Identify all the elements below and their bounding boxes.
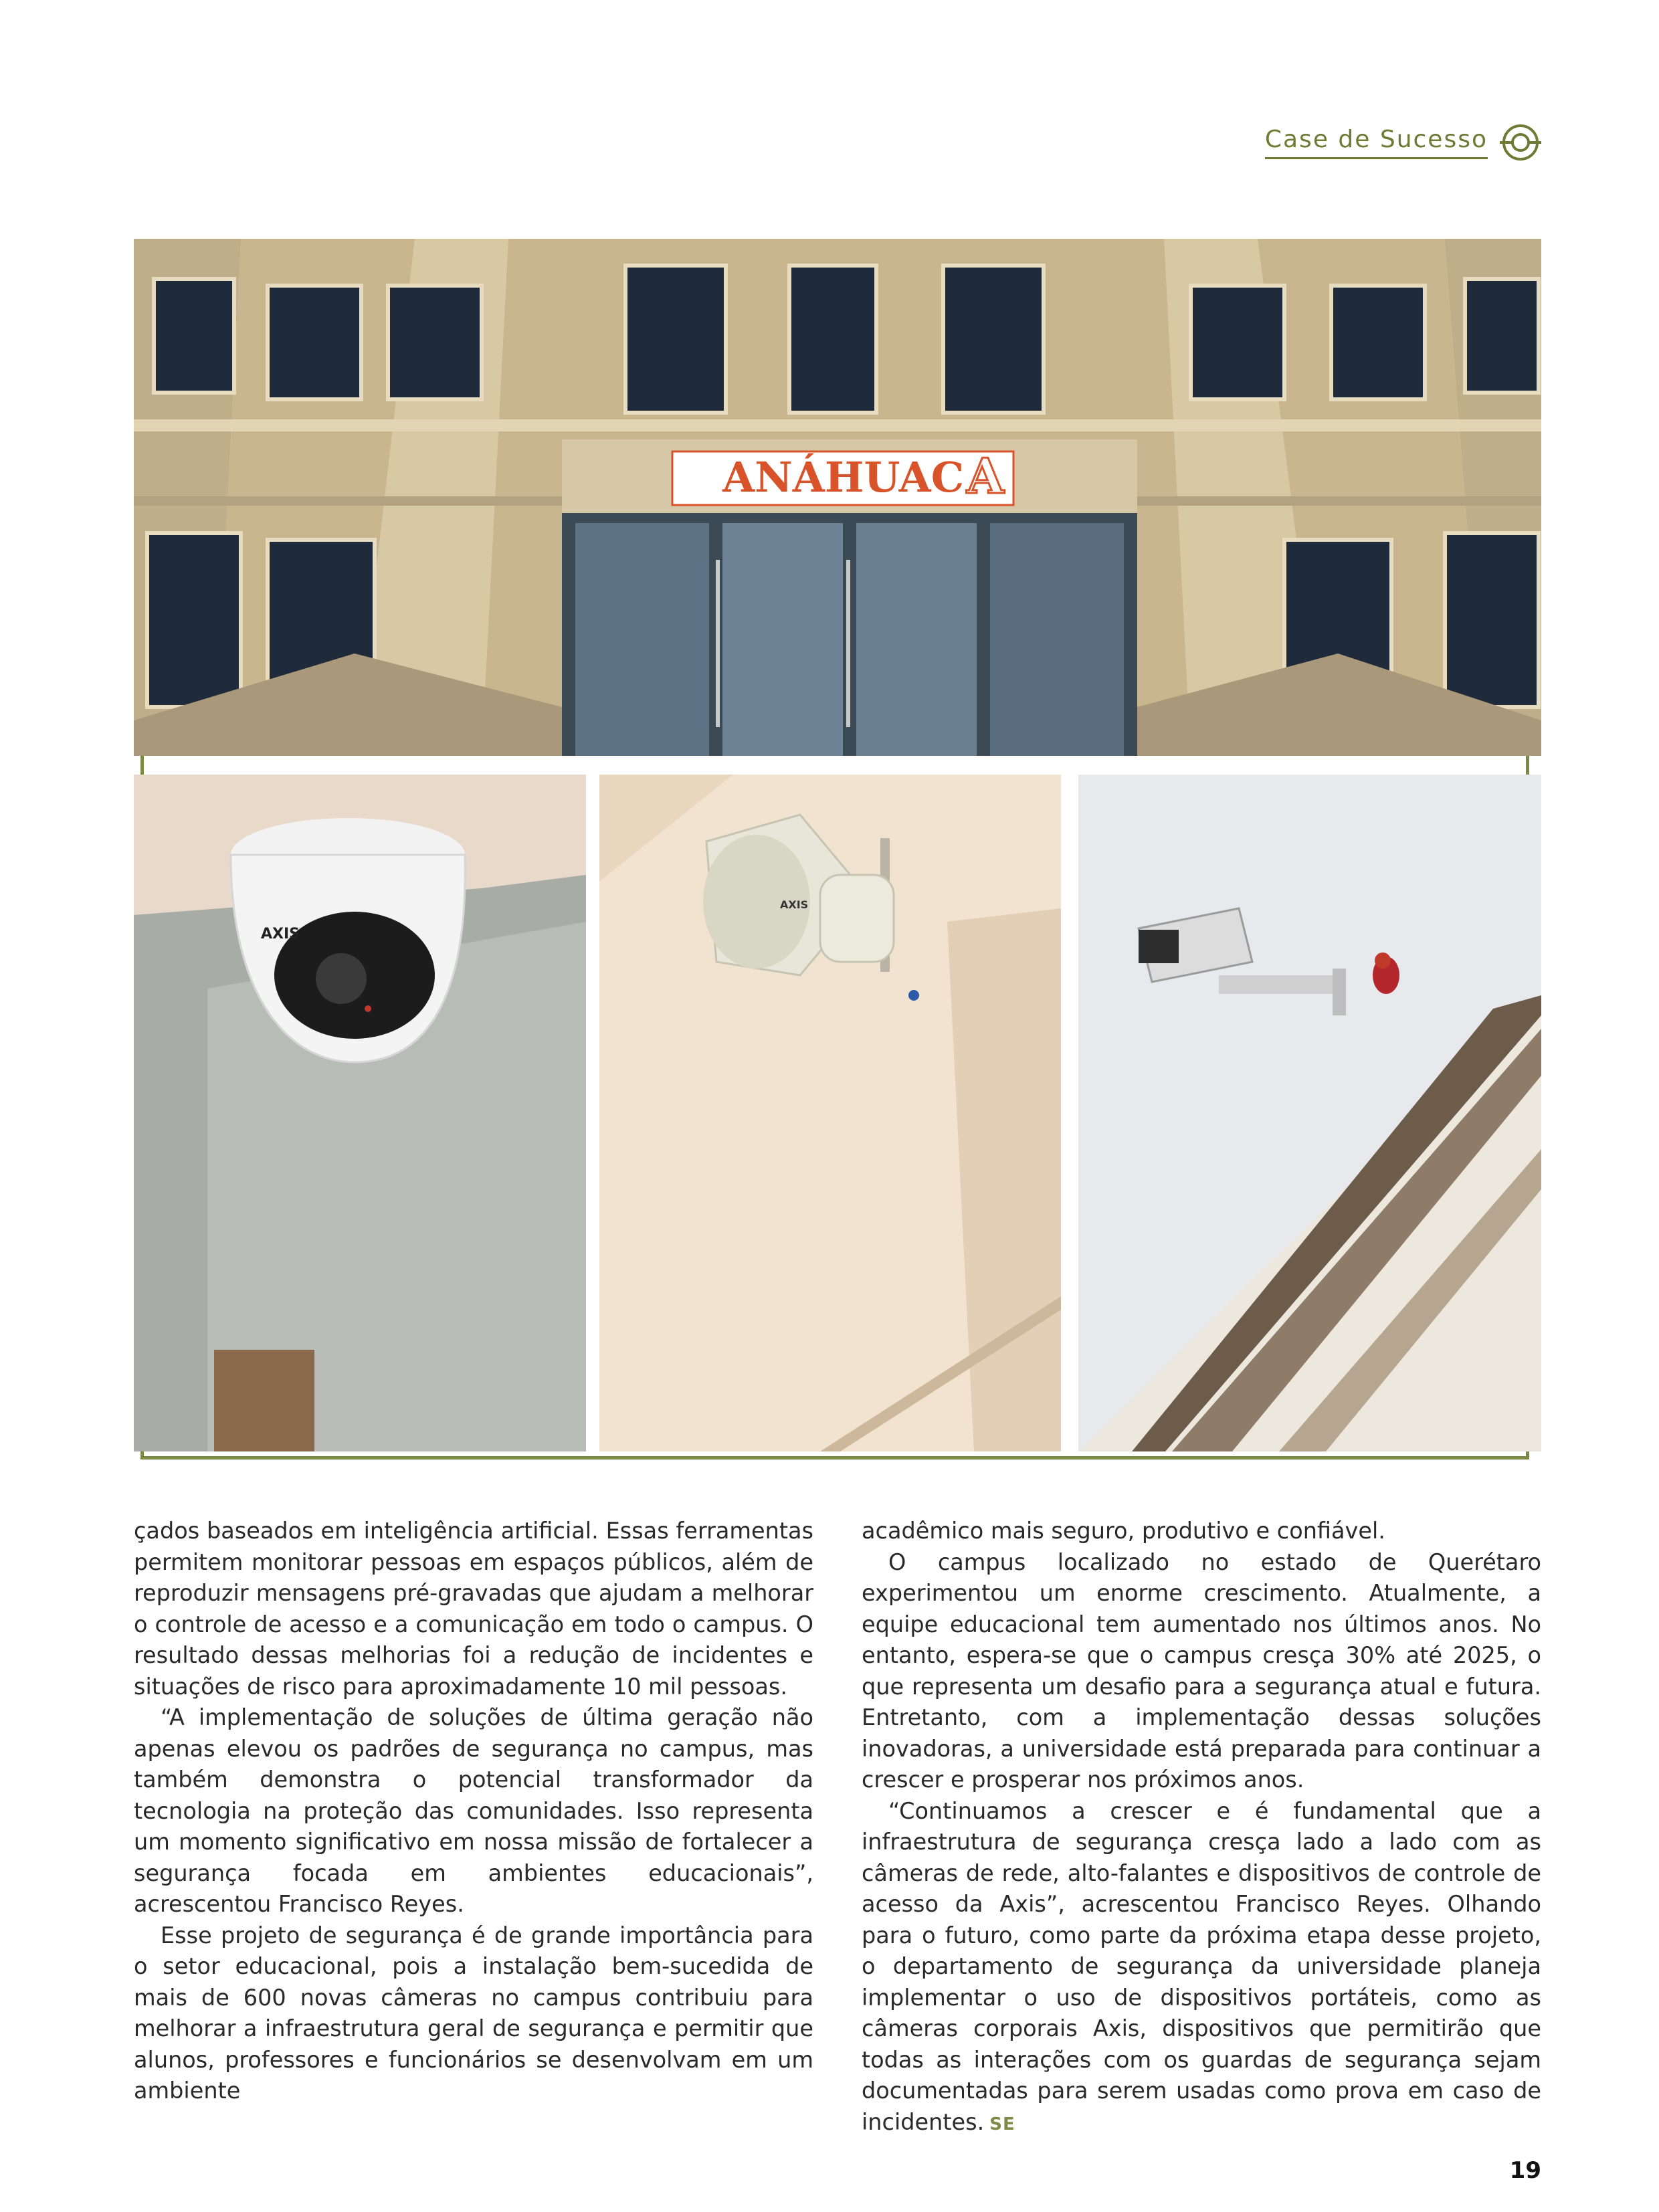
paragraph: “A implementação de soluções de última geração não apenas elevou os padrões de segurança no campus, mas também demonstra o potencial transformador da tecnologia na proteção das comunidades. Isso representa um momento significativo em nossa missão de fortalecer a segurança focada em ambientes educacionais”, acrescentou Francisco Reyes. xyxy=(134,1704,813,1917)
paragraph: O campus localizado no estado de Querétaro experimentou um enorme crescimento. Atualmente, a equipe educacional tem aumentado nos últimos anos. No entanto, espera-se que o campus cresça 30% até 2025, o que representa um desafio para a segurança atual e futura. Entretanto, com a implementação dessas soluções inovadoras, a universidade está preparada para continuar a crescer e prosperar nos próximos anos. xyxy=(862,1548,1541,1793)
paragraph-text: “Continuamos a crescer e é fundamental que a infraestrutura de segurança cresça lado a lado com as câmeras de rede, alto-falantes e dispositivos de controle de acesso da Axis”, acrescentou Francisco Reyes. Olhando para o futuro, como parte da próxima etapa desse projeto, o departamento de segurança da universidade planeja implementar o uso de dispositivos portáteis, como as câmeras corporais Axis, dispositivos que permitirão que todas as interações com os guardas de segurança sejam documentadas para serem usadas como prova em caso de incidentes. xyxy=(862,1797,1541,2135)
page-number: 19 xyxy=(1509,2157,1541,2184)
dome-camera-photo xyxy=(134,775,586,1451)
paragraph: Esse projeto de segurança é de grande importância para o setor educacional, pois a instalação bem-sucedida de mais de 600 novas câmeras no campus contribuiu para melhorar a infraestrutura geral de segurança e permitir que alunos, professores e funcionários se desenvolvam em um ambiente xyxy=(134,1922,813,2104)
sign-mark: A xyxy=(967,447,1004,504)
paragraph xyxy=(862,1796,1541,2140)
section-header xyxy=(1265,119,1541,166)
body-right-column xyxy=(862,1516,1541,2140)
section-label: Case de Sucesso xyxy=(1265,126,1488,159)
se-logo-icon xyxy=(1500,122,1541,163)
paragraph: çados baseados em inteligência artificial. Essas ferramentas permitem monitorar pessoas em espaços públicos, além de reproduzir mensagens pré-gravadas que ajudam a melhorar o controle de acesso e a comunicação em todo o campus. O resultado dessas melhorias foi a redução de incidentes e situações de risco para aproximadamente 10 mil pessoas. xyxy=(134,1518,813,1700)
body-left-column xyxy=(134,1516,813,2107)
horn-speaker-photo xyxy=(599,775,1061,1451)
horn-brand: AXIS xyxy=(780,898,809,911)
building-photo xyxy=(134,239,1541,756)
end-mark: SE xyxy=(989,2114,1015,2134)
paragraph: acadêmico mais seguro, produtivo e confiável. xyxy=(862,1518,1385,1544)
sign-text: ANÁHUAC xyxy=(722,453,965,502)
dome-brand: AXIS xyxy=(261,926,300,942)
bullet-camera-photo xyxy=(1078,775,1541,1451)
